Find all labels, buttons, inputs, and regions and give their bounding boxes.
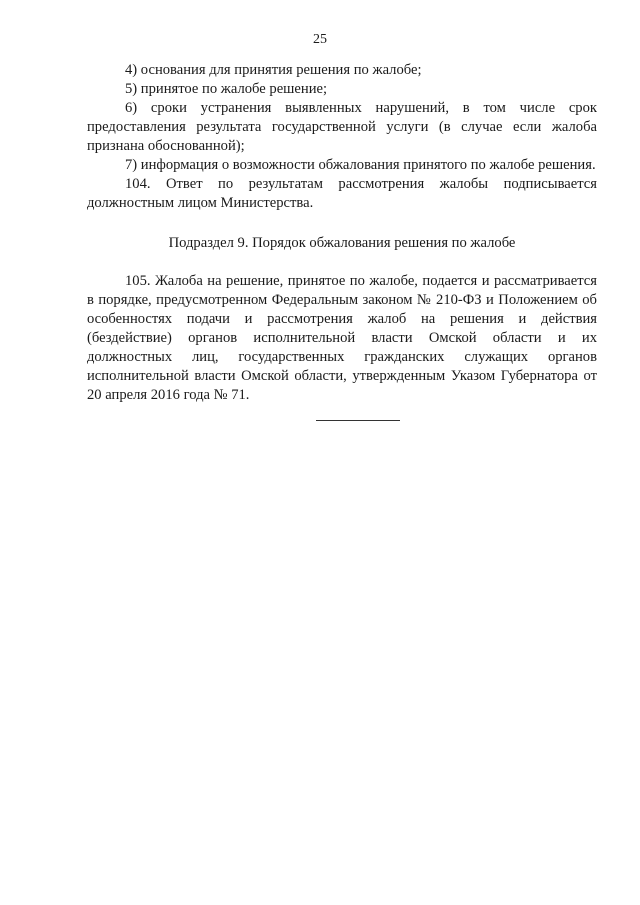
subsection-title: Подраздел 9. Порядок обжалования решения по жалобе <box>168 235 516 251</box>
list-item: 5) принятое по жалобе решение; <box>125 81 328 97</box>
document-body <box>87 61 597 405</box>
page-number: 25 <box>313 32 327 47</box>
paragraph-105: 105. Жалоба на решение, принятое по жалобе, подается и рассматривается в порядке, предусмотренном Федеральным законом № 210-ФЗ и Положением об особенностях подачи и рассмотрения жалоб на решения и действия (бездействие) органов исполнительной власти Омской области и их должностных лиц, государственных гражданских служащих органов исполнительной власти Омской области, утвержденным Указом Губернатора от 20 апреля 2016 года № 71. <box>87 273 597 403</box>
end-divider <box>316 420 400 421</box>
list-item: 7) информация о возможности обжалования принятого по жалобе решения. <box>125 157 596 173</box>
list-item: 6) сроки устранения выявленных нарушений, в том числе срок предоставления результата государственной услуги (в случае если жалоба признана обоснованной); <box>87 100 597 154</box>
paragraph-104: 104. Ответ по результатам рассмотрения жалобы подписывается должностным лицом Министерства. <box>87 176 597 211</box>
list-item: 4) основания для принятия решения по жалобе; <box>125 62 422 78</box>
